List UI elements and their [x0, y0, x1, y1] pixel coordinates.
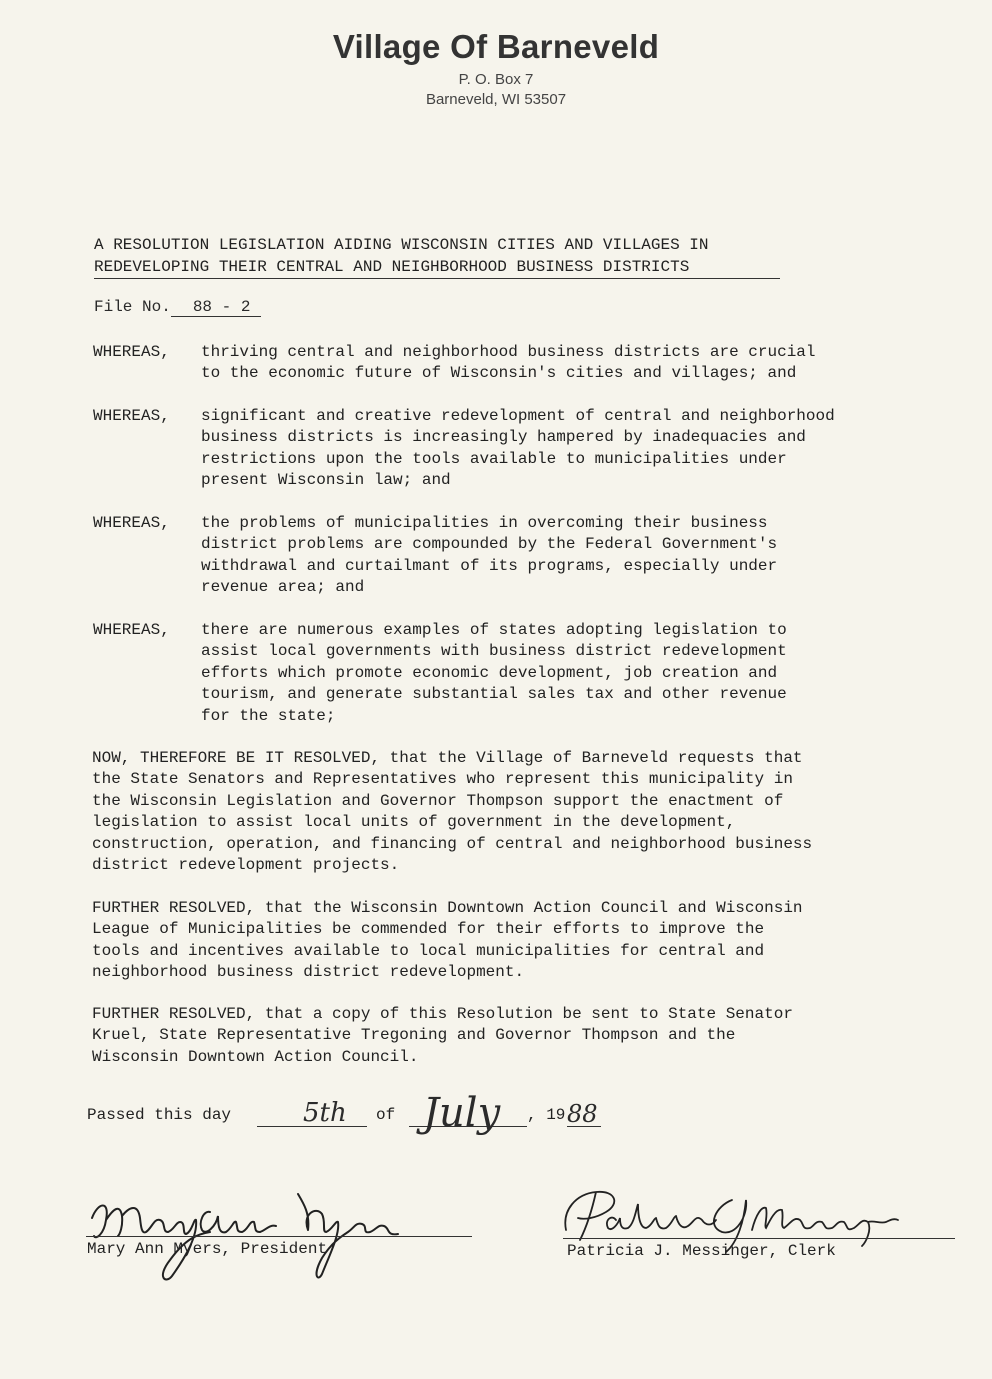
of-label: of	[376, 1106, 396, 1124]
passed-day-handwritten: 5th	[303, 1098, 347, 1128]
passed-date	[87, 1090, 687, 1136]
passed-label: Passed this day	[87, 1106, 232, 1124]
whereas-label: WHEREAS,	[93, 621, 170, 639]
further-resolved-paragraph-2: FURTHER RESOLVED, that a copy of this Resolution be sent to State Senator Kruel, State Representative Tregoning and Governor Thompson and the Wisconsin Downtown Action Council.	[92, 1005, 793, 1066]
further-resolved-paragraph-1: FURTHER RESOLVED, that the Wisconsin Downtown Action Council and Wisconsin League of Municipalities be commended for their efforts to improve the tools and incentives available to local municipalities for central and neighborhood business district redevelopment.	[92, 899, 803, 982]
whereas-text: the problems of municipalities in overcoming their business district problems are compounded by the Federal Government's withdrawal and curtailmant of its programs, especially under revenue area; and	[201, 514, 778, 597]
file-number-label: File No.	[94, 298, 171, 316]
year-prefix: , 19	[527, 1106, 566, 1124]
whereas-text: significant and creative redevelopment of central and neighborhood business districts is increasingly hampered by inadequacies and restrictions upon the tools available to municipalities under present Wisconsin law; and	[201, 407, 835, 490]
passed-year-handwritten: 88	[567, 1100, 598, 1128]
clerk-label: Patricia J. Messinger, Clerk	[567, 1242, 836, 1260]
file-number-value: 88 - 2	[171, 298, 261, 317]
address-line-1: P. O. Box 7	[458, 71, 534, 88]
passed-month-handwritten: July	[423, 1090, 501, 1136]
letterhead	[0, 28, 992, 110]
resolution-title-line-2: REDEVELOPING THEIR CENTRAL AND NEIGHBORHOOD BUSINESS DISTRICTS	[94, 256, 780, 279]
resolved-paragraph: NOW, THEREFORE BE IT RESOLVED, that the Village of Barneveld requests that the State Senators and Representatives who represent this municipality in the Wisconsin Legislation and Governor Thompson support the enactment of legislation to assist local units of government in the development, construction, operation, and financing of central and neighborhood business district redevelopment projects.	[92, 749, 813, 875]
whereas-label: WHEREAS,	[93, 407, 170, 425]
village-name: Village Of Barneveld	[332, 28, 660, 65]
president-signature-line	[86, 1236, 472, 1237]
clerk-signature-line	[563, 1238, 955, 1239]
whereas-text: thriving central and neighborhood business districts are crucial to the economic future of Wisconsin's cities and villages; and	[201, 343, 816, 383]
whereas-label: WHEREAS,	[93, 343, 170, 361]
whereas-label: WHEREAS,	[93, 514, 170, 532]
resolution-title	[94, 234, 780, 279]
resolution-title-line-1: A RESOLUTION LEGISLATION AIDING WISCONSIN CITIES AND VILLAGES IN	[94, 236, 709, 254]
address-line-2: Barneveld, WI 53507	[425, 91, 567, 108]
president-label: Mary Ann Myers, President	[87, 1240, 328, 1258]
whereas-text: there are numerous examples of states adopting legislation to assist local governments with business district redevelopment efforts which promote economic development, job creation and tourism, and generate substantial sales tax and other revenue for the state;	[201, 621, 787, 725]
file-number	[94, 298, 261, 317]
